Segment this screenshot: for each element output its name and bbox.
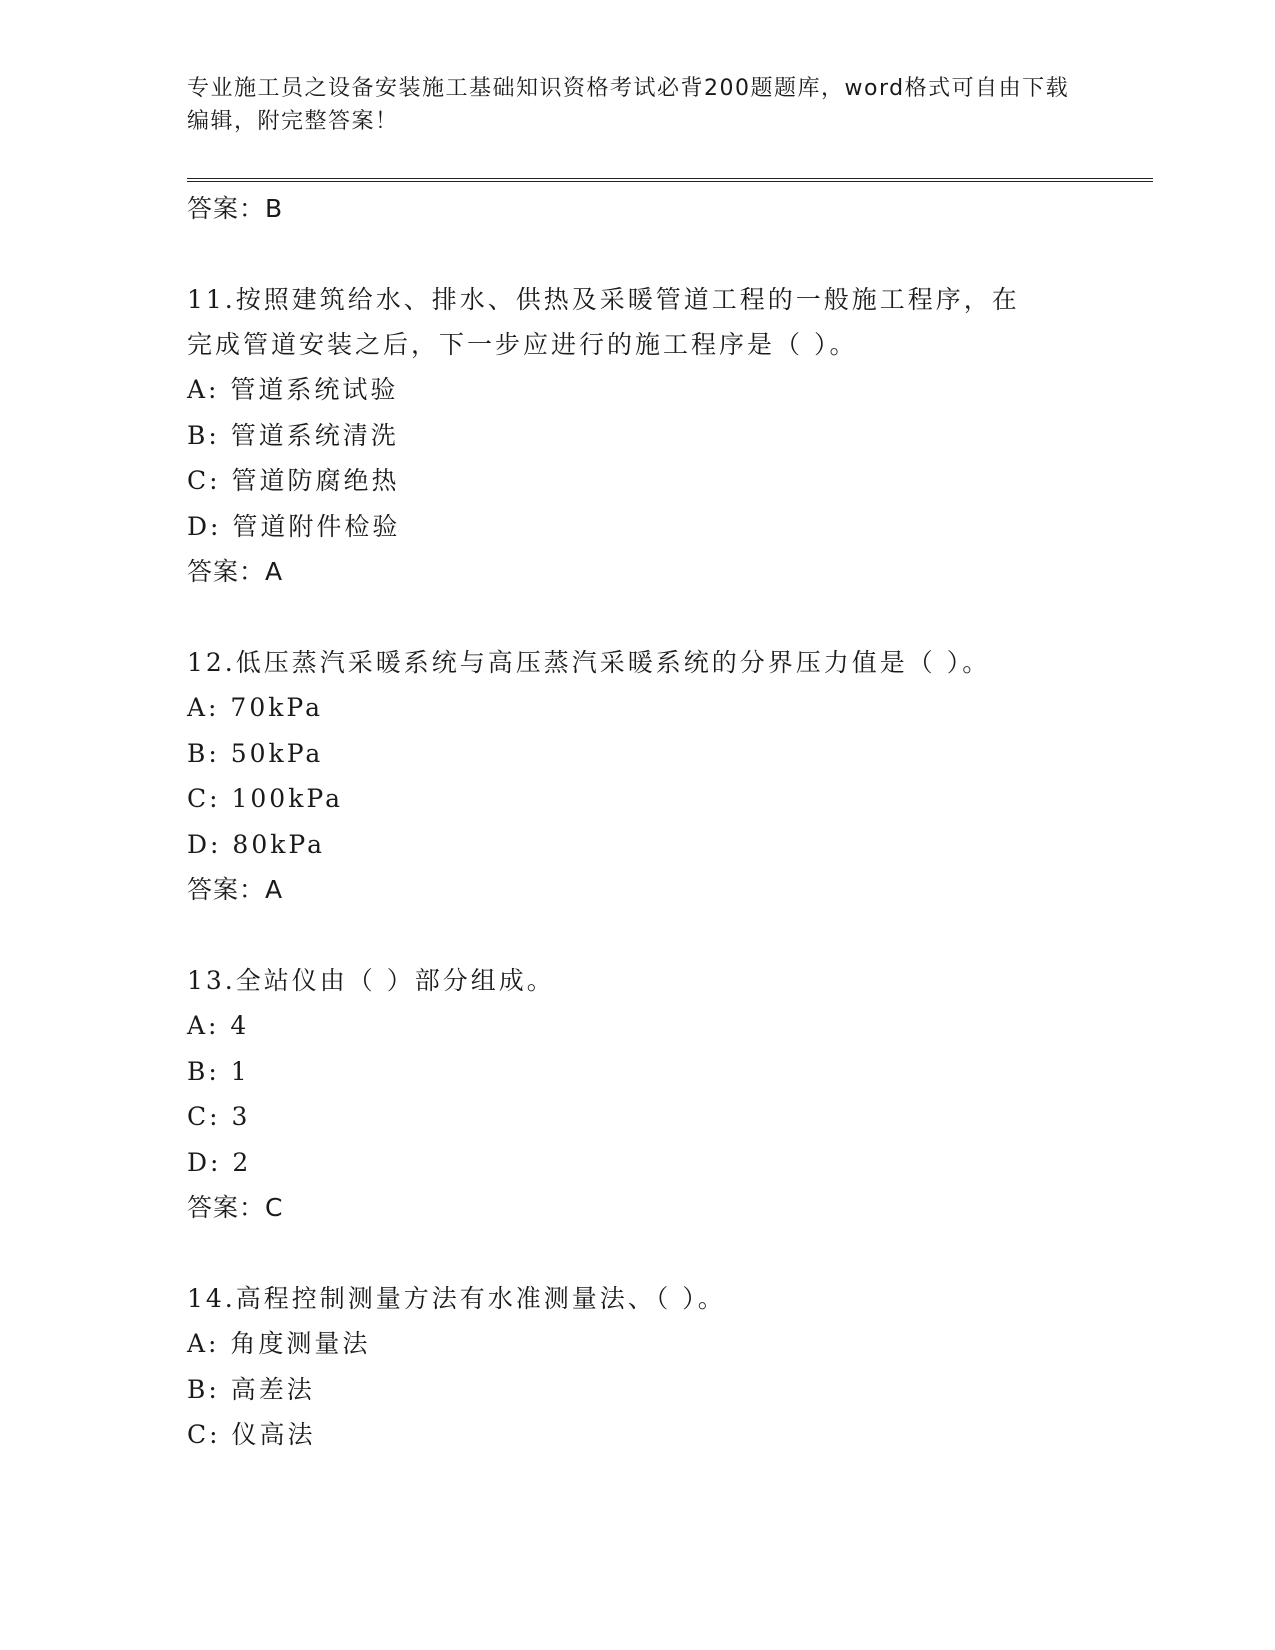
spacer [187,913,1087,958]
option-c: C: 管道防腐绝热 [187,466,400,495]
option-d: D: 80kPa [187,829,325,859]
header-text: 专业施工员之设备安装施工基础知识资格考试必背200题题库，word格式可自由下载编辑，附完整答案！ [187,76,1070,134]
spacer [187,595,1087,640]
option-a: A: 70kPa [187,693,323,722]
question-text: 13.全站仪由（ ）部分组成。 [187,966,555,995]
question-block [187,277,1087,595]
answer-line: 答案：B [187,194,284,223]
option-b: B: 1 [187,1056,250,1086]
option-a: A: 管道系统试验 [187,375,399,404]
question-text: 14.高程控制测量方法有水准测量法、（ ）。 [187,1284,726,1313]
option-b: B: 高差法 [187,1374,315,1404]
option-d: D: 2 [187,1147,252,1177]
question-text: 12.低压蒸汽采暖系统与高压蒸汽采暖系统的分界压力值是（ ）。 [187,648,991,677]
spacer [187,232,1087,277]
option-b: B: 50kPa [187,738,324,768]
answer-line: 答案：A [187,875,284,904]
header-divider [187,178,1153,182]
option-b: B: 管道系统清洗 [187,420,399,450]
question-block [187,958,1087,1231]
option-c: C: 3 [187,1102,251,1131]
answer-line: 答案：C [187,1193,284,1222]
spacer [187,1231,1087,1276]
option-d: D: 管道附件检验 [187,511,401,541]
option-a: A: 4 [187,1011,250,1040]
question-list [187,186,1087,1458]
option-c: C: 100kPa [187,784,343,813]
document-header [187,72,1087,138]
option-c: C: 仪高法 [187,1420,316,1449]
question-block [187,1276,1087,1458]
question-text: 11.按照建筑给水、排水、供热及采暖管道工程的一般施工程序，在完成管道安装之后，下一步应进行的施工程序是（ ）。 [187,285,1020,359]
option-a: A: 角度测量法 [187,1329,371,1358]
answer-line: 答案：A [187,557,284,586]
question-block [187,640,1087,913]
